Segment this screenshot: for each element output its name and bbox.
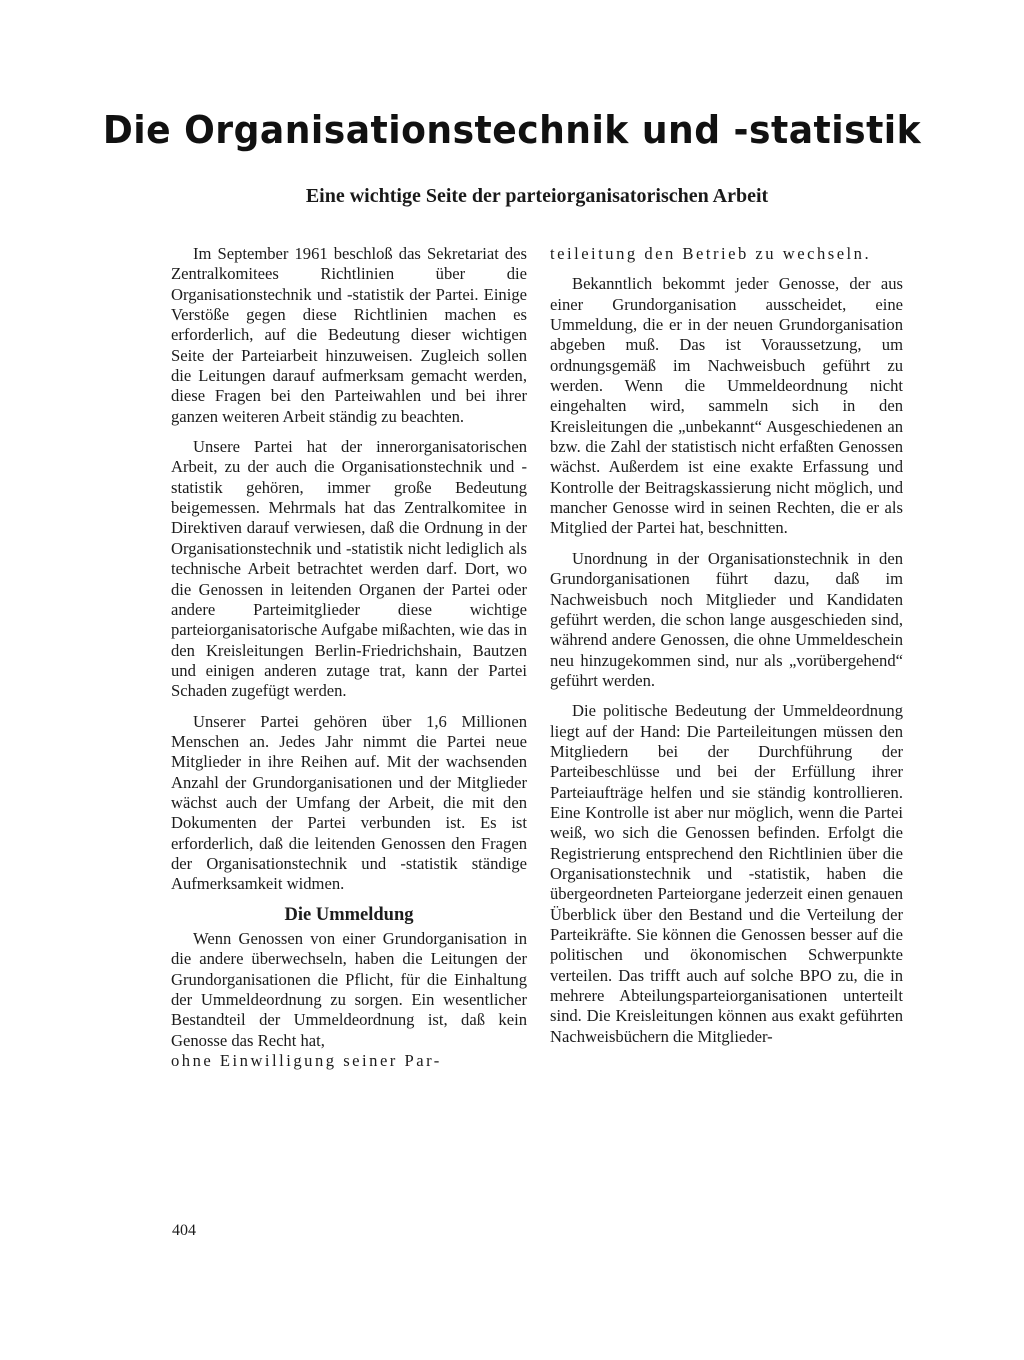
paragraph-spaced-text: ohne Einwilligung seiner Par- <box>171 1051 442 1071</box>
paragraph: Bekanntlich bekommt jeder Genosse, der aus einer Grundorganisation ausscheidet, eine Ummeldung, die er in der neuen Grundorganisation abgeben muß. Das ist Voraussetzung, um ordnungsgemäß im Nachweisbuch geführt zu werden. Wenn die Ummeldeordnung nicht eingehalten wird, sammeln sich in den Kreisleitungen die „unbekannt“ Ausgeschiedenen an bzw. die Zahl der statistisch nicht erfaßten Genossen wächst. Außerdem ist eine exakte Erfassung und Kontrolle der Beitragskassierung nicht möglich, und mancher Genosse wird in seinen Rechten, die er als Mitglied der Partei hat, beschnitten. <box>550 274 903 538</box>
article-subtitle: Eine wichtige Seite der parteiorganisatorischen Arbeit <box>305 185 769 207</box>
paragraph: Wenn Genossen von einer Grundorganisation in die andere überwechseln, haben die Leitungen der Grundorganisationen die Pflicht, für die Einhaltung der Ummeldeordnung zu sorgen. Ein wesentlicher Bestandteil der Ummeldeordnung ist, daß kein Genosse das Recht hat, <box>171 929 527 1050</box>
article-title: Die Organisationstechnik und -statistik <box>102 108 922 152</box>
paragraph: Unordnung in der Organisationstechnik in den Grundorganisationen führt dazu, daß im Nachweisbuch noch Mitglieder und Kandidaten geführt werden, die schon lange ausgeschieden sind, während andere Genossen, die ohne Ummeldeschein neu hinzugekommen sind, nur als „vorübergehend“ geführt werden. <box>550 548 903 690</box>
left-column <box>171 244 527 1081</box>
paragraph: Die politische Bedeutung der Ummeldeordnung liegt auf der Hand: Die Parteileitungen müssen den Mitgliedern bei der Durchführung der Parteibeschlüsse und bei der Erfüllung ihrer Parteiaufträge helfen und sie ständig kontrollieren. Eine Kontrolle ist aber nur möglich, wenn die Partei weiß, wo sich die Genossen befinden. Erfolgt die Registrierung entsprechend den Richtlinien über die Organisationstechnik und -statistik, haben die übergeordneten Parteiorgane jederzeit einen genauen Überblick über den Bestand und die Verteilung der Parteikräfte. Sie können die Genossen besser auf die politischen und ökonomischen Schwerpunkte verteilen. Das trifft auch auf solche BPO zu, die in mehrere Abteilungsparteiorganisationen unterteilt sind. Die Kreisleitungen können aus exakt geführten Nachweisbüchern die Mitglieder- <box>550 701 903 1046</box>
paragraph: Unserer Partei gehören über 1,6 Millionen Menschen an. Jedes Jahr nimmt die Partei neue Mitglieder in ihre Reihen auf. Mit der wachsenden Anzahl der Grundorganisationen und der Mitglieder wächst auch der Umfang der Arbeit, die mit den Dokumenten der Partei verbunden ist. Es ist erforderlich, daß die leitenden Genossen den Fragen der Organisationstechnik und -statistik ständige Aufmerksamkeit widmen. <box>171 711 527 894</box>
paragraph: Im September 1961 beschloß das Sekretariat des Zentralkomitees Richtlinien über die Organisationstechnik und -statistik der Partei. Einige Verstöße gegen diese Richtlinien machen es erforderlich, auf die Bedeutung dieser wichtigen Seite der Parteiarbeit hinzuweisen. Zugleich sollen die Leitungen darauf aufmerksam gemacht werden, diese Fragen bei den Parteiwahlen und bei ihrer ganzen weiteren Arbeit ständig zu beachten. <box>171 244 527 426</box>
page-number: 404 <box>172 1222 196 1239</box>
paragraph: Unsere Partei hat der innerorganisatorischen Arbeit, zu der auch die Organisationstechnik und -statistik gehören, immer große Bedeutung beigemessen. Mehrmals hat das Zentralkomitee in Direktiven darauf verwiesen, daß die Ordnung in der Organisationstechnik und -statistik nicht lediglich als technische Arbeit betrachtet werden darf. Dort, wo die Genossen in leitenden Organen der Partei oder andere Parteimitglieder diese wichtige parteiorganisatorische Aufgabe mißachten, wie das in den Kreisleitungen Berlin-Friedrichshain, Bautzen und einigen anderen zutage trat, kann der Partei Schaden zugefügt werden. <box>171 437 527 701</box>
section-heading: Die Ummeldung <box>284 904 414 925</box>
right-column <box>550 244 903 1057</box>
paragraph-spaced-text: teileitung den Betrieb zu wechseln. <box>550 244 872 263</box>
